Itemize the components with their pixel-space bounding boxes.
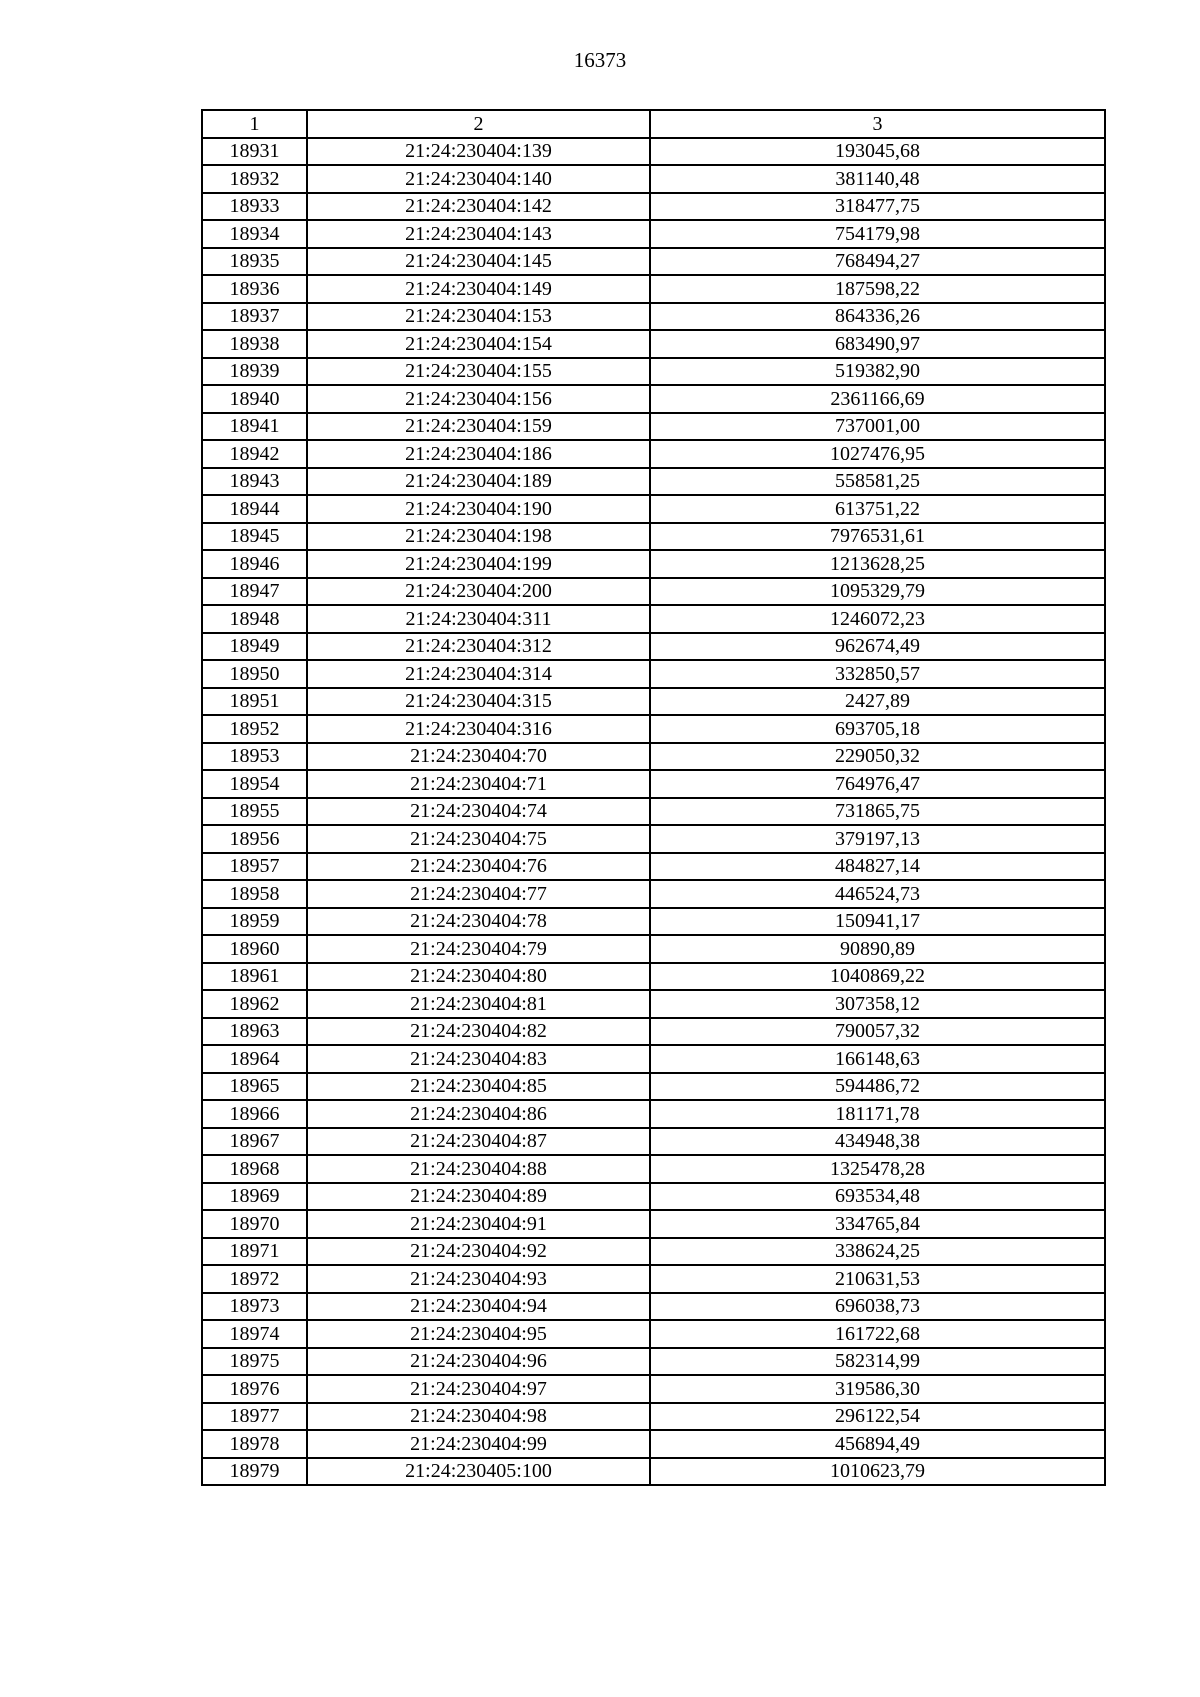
table-row bbox=[202, 193, 1105, 221]
table-cell: 2361166,69 bbox=[650, 385, 1105, 413]
table-cell: 2427,89 bbox=[650, 688, 1105, 716]
table-cell: 18971 bbox=[202, 1238, 307, 1266]
column-header: 2 bbox=[307, 110, 650, 138]
table-cell: 21:24:230404:315 bbox=[307, 688, 650, 716]
table-row bbox=[202, 1155, 1105, 1183]
table-cell: 150941,17 bbox=[650, 908, 1105, 936]
table-cell: 18945 bbox=[202, 523, 307, 551]
table-row bbox=[202, 1128, 1105, 1156]
table-cell: 21:24:230404:82 bbox=[307, 1018, 650, 1046]
table-cell: 731865,75 bbox=[650, 798, 1105, 826]
table-cell: 210631,53 bbox=[650, 1265, 1105, 1293]
table-cell: 18972 bbox=[202, 1265, 307, 1293]
table-cell: 18937 bbox=[202, 303, 307, 331]
table-cell: 21:24:230404:156 bbox=[307, 385, 650, 413]
table-cell: 21:24:230404:97 bbox=[307, 1375, 650, 1403]
table-cell: 18960 bbox=[202, 935, 307, 963]
table-cell: 558581,25 bbox=[650, 468, 1105, 496]
table-cell: 768494,27 bbox=[650, 248, 1105, 276]
table-cell: 318477,75 bbox=[650, 193, 1105, 221]
table-cell: 18931 bbox=[202, 138, 307, 166]
table-row bbox=[202, 1403, 1105, 1431]
table-row bbox=[202, 330, 1105, 358]
table-cell: 319586,30 bbox=[650, 1375, 1105, 1403]
column-header: 3 bbox=[650, 110, 1105, 138]
table-cell: 1325478,28 bbox=[650, 1155, 1105, 1183]
table-header-row bbox=[202, 110, 1105, 138]
table-row bbox=[202, 248, 1105, 276]
table-cell: 18977 bbox=[202, 1403, 307, 1431]
table-cell: 1213628,25 bbox=[650, 550, 1105, 578]
table-cell: 18974 bbox=[202, 1320, 307, 1348]
table-body bbox=[202, 138, 1105, 1486]
table-cell: 18969 bbox=[202, 1183, 307, 1211]
table-cell: 21:24:230404:79 bbox=[307, 935, 650, 963]
table-cell: 21:24:230404:75 bbox=[307, 825, 650, 853]
table-cell: 338624,25 bbox=[650, 1238, 1105, 1266]
table-cell: 1010623,79 bbox=[650, 1458, 1105, 1486]
table-cell: 21:24:230404:159 bbox=[307, 413, 650, 441]
table-cell: 18934 bbox=[202, 220, 307, 248]
table-cell: 434948,38 bbox=[650, 1128, 1105, 1156]
table-cell: 18936 bbox=[202, 275, 307, 303]
table-cell: 18954 bbox=[202, 770, 307, 798]
table-cell: 693705,18 bbox=[650, 715, 1105, 743]
table-cell: 18959 bbox=[202, 908, 307, 936]
column-header: 1 bbox=[202, 110, 307, 138]
table-cell: 21:24:230404:149 bbox=[307, 275, 650, 303]
table-row bbox=[202, 1238, 1105, 1266]
table-row bbox=[202, 440, 1105, 468]
table-cell: 18966 bbox=[202, 1100, 307, 1128]
table-cell: 21:24:230404:94 bbox=[307, 1293, 650, 1321]
table-cell: 21:24:230404:312 bbox=[307, 633, 650, 661]
table-cell: 381140,48 bbox=[650, 165, 1105, 193]
table-row bbox=[202, 275, 1105, 303]
table-cell: 18958 bbox=[202, 880, 307, 908]
table-cell: 21:24:230404:91 bbox=[307, 1210, 650, 1238]
table-row bbox=[202, 825, 1105, 853]
table-cell: 18965 bbox=[202, 1073, 307, 1101]
table-cell: 764976,47 bbox=[650, 770, 1105, 798]
table-row bbox=[202, 1100, 1105, 1128]
table-cell: 21:24:230404:314 bbox=[307, 660, 650, 688]
table-cell: 456894,49 bbox=[650, 1430, 1105, 1458]
table-row bbox=[202, 853, 1105, 881]
table-cell: 21:24:230404:142 bbox=[307, 193, 650, 221]
table-cell: 307358,12 bbox=[650, 990, 1105, 1018]
data-table bbox=[201, 109, 1106, 1486]
table-cell: 332850,57 bbox=[650, 660, 1105, 688]
table-cell: 21:24:230404:316 bbox=[307, 715, 650, 743]
table-cell: 18967 bbox=[202, 1128, 307, 1156]
table-cell: 683490,97 bbox=[650, 330, 1105, 358]
table-cell: 18979 bbox=[202, 1458, 307, 1486]
table-cell: 21:24:230404:186 bbox=[307, 440, 650, 468]
table-row bbox=[202, 660, 1105, 688]
table-cell: 693534,48 bbox=[650, 1183, 1105, 1211]
table-cell: 21:24:230404:76 bbox=[307, 853, 650, 881]
table-cell: 21:24:230404:88 bbox=[307, 1155, 650, 1183]
table-cell: 21:24:230404:78 bbox=[307, 908, 650, 936]
table-row bbox=[202, 578, 1105, 606]
table-cell: 21:24:230404:95 bbox=[307, 1320, 650, 1348]
table-row bbox=[202, 1210, 1105, 1238]
table-cell: 582314,99 bbox=[650, 1348, 1105, 1376]
table-row bbox=[202, 1348, 1105, 1376]
table-cell: 18942 bbox=[202, 440, 307, 468]
table-cell: 18946 bbox=[202, 550, 307, 578]
table-cell: 18944 bbox=[202, 495, 307, 523]
table-cell: 18978 bbox=[202, 1430, 307, 1458]
table-cell: 18952 bbox=[202, 715, 307, 743]
table-cell: 18973 bbox=[202, 1293, 307, 1321]
table-cell: 484827,14 bbox=[650, 853, 1105, 881]
table-row bbox=[202, 1293, 1105, 1321]
table-cell: 1040869,22 bbox=[650, 963, 1105, 991]
table-cell: 21:24:230404:92 bbox=[307, 1238, 650, 1266]
table-cell: 18948 bbox=[202, 605, 307, 633]
table-cell: 21:24:230404:81 bbox=[307, 990, 650, 1018]
table-cell: 18962 bbox=[202, 990, 307, 1018]
table-cell: 21:24:230404:99 bbox=[307, 1430, 650, 1458]
table-cell: 18932 bbox=[202, 165, 307, 193]
table-row bbox=[202, 165, 1105, 193]
table-row bbox=[202, 468, 1105, 496]
table-cell: 21:24:230404:74 bbox=[307, 798, 650, 826]
table-row bbox=[202, 1018, 1105, 1046]
table-row bbox=[202, 385, 1105, 413]
table-cell: 21:24:230404:154 bbox=[307, 330, 650, 358]
table-cell: 7976531,61 bbox=[650, 523, 1105, 551]
table-row bbox=[202, 303, 1105, 331]
table-row bbox=[202, 880, 1105, 908]
table-cell: 1027476,95 bbox=[650, 440, 1105, 468]
table-cell: 18956 bbox=[202, 825, 307, 853]
table-cell: 21:24:230404:80 bbox=[307, 963, 650, 991]
table-cell: 21:24:230404:96 bbox=[307, 1348, 650, 1376]
table-cell: 21:24:230404:70 bbox=[307, 743, 650, 771]
table-cell: 21:24:230404:98 bbox=[307, 1403, 650, 1431]
table-cell: 181171,78 bbox=[650, 1100, 1105, 1128]
table-row bbox=[202, 1073, 1105, 1101]
table-cell: 229050,32 bbox=[650, 743, 1105, 771]
table-row bbox=[202, 935, 1105, 963]
table-cell: 18941 bbox=[202, 413, 307, 441]
table-cell: 18951 bbox=[202, 688, 307, 716]
table-row bbox=[202, 688, 1105, 716]
table-row bbox=[202, 605, 1105, 633]
table-row bbox=[202, 633, 1105, 661]
table-row bbox=[202, 1320, 1105, 1348]
table-cell: 1095329,79 bbox=[650, 578, 1105, 606]
table-row bbox=[202, 1045, 1105, 1073]
table-cell: 754179,98 bbox=[650, 220, 1105, 248]
table-cell: 18943 bbox=[202, 468, 307, 496]
table-cell: 296122,54 bbox=[650, 1403, 1105, 1431]
table-row bbox=[202, 798, 1105, 826]
table-cell: 21:24:230404:71 bbox=[307, 770, 650, 798]
table-cell: 18940 bbox=[202, 385, 307, 413]
table-cell: 613751,22 bbox=[650, 495, 1105, 523]
table-row bbox=[202, 715, 1105, 743]
table-cell: 21:24:230404:199 bbox=[307, 550, 650, 578]
table-cell: 21:24:230404:77 bbox=[307, 880, 650, 908]
table-cell: 18975 bbox=[202, 1348, 307, 1376]
table-cell: 18933 bbox=[202, 193, 307, 221]
table-cell: 21:24:230404:189 bbox=[307, 468, 650, 496]
table-cell: 1246072,23 bbox=[650, 605, 1105, 633]
table-row bbox=[202, 770, 1105, 798]
table-cell: 21:24:230404:89 bbox=[307, 1183, 650, 1211]
table-cell: 21:24:230404:155 bbox=[307, 358, 650, 386]
table-cell: 21:24:230404:83 bbox=[307, 1045, 650, 1073]
table-cell: 21:24:230404:87 bbox=[307, 1128, 650, 1156]
table-row bbox=[202, 413, 1105, 441]
table-cell: 18957 bbox=[202, 853, 307, 881]
table-cell: 864336,26 bbox=[650, 303, 1105, 331]
table-cell: 21:24:230404:190 bbox=[307, 495, 650, 523]
table-cell: 21:24:230404:85 bbox=[307, 1073, 650, 1101]
table-cell: 21:24:230404:145 bbox=[307, 248, 650, 276]
table-cell: 18968 bbox=[202, 1155, 307, 1183]
table-row bbox=[202, 1265, 1105, 1293]
table-cell: 962674,49 bbox=[650, 633, 1105, 661]
table-row bbox=[202, 523, 1105, 551]
table-cell: 21:24:230404:153 bbox=[307, 303, 650, 331]
table-cell: 18964 bbox=[202, 1045, 307, 1073]
table-cell: 446524,73 bbox=[650, 880, 1105, 908]
table-row bbox=[202, 963, 1105, 991]
table-cell: 21:24:230405:100 bbox=[307, 1458, 650, 1486]
table-cell: 21:24:230404:198 bbox=[307, 523, 650, 551]
table-cell: 594486,72 bbox=[650, 1073, 1105, 1101]
table-cell: 187598,22 bbox=[650, 275, 1105, 303]
table-cell: 18947 bbox=[202, 578, 307, 606]
table-row bbox=[202, 1458, 1105, 1486]
table-cell: 18963 bbox=[202, 1018, 307, 1046]
table-cell: 166148,63 bbox=[650, 1045, 1105, 1073]
table-cell: 790057,32 bbox=[650, 1018, 1105, 1046]
table-row bbox=[202, 220, 1105, 248]
table-row bbox=[202, 550, 1105, 578]
table-cell: 696038,73 bbox=[650, 1293, 1105, 1321]
table-cell: 519382,90 bbox=[650, 358, 1105, 386]
table-cell: 18938 bbox=[202, 330, 307, 358]
table-cell: 334765,84 bbox=[650, 1210, 1105, 1238]
table-cell: 18950 bbox=[202, 660, 307, 688]
table-cell: 21:24:230404:93 bbox=[307, 1265, 650, 1293]
table-cell: 21:24:230404:200 bbox=[307, 578, 650, 606]
table-cell: 18939 bbox=[202, 358, 307, 386]
table-row bbox=[202, 1375, 1105, 1403]
table-cell: 21:24:230404:140 bbox=[307, 165, 650, 193]
table-cell: 90890,89 bbox=[650, 935, 1105, 963]
table-cell: 18955 bbox=[202, 798, 307, 826]
table-row bbox=[202, 358, 1105, 386]
table-row bbox=[202, 1430, 1105, 1458]
table-cell: 21:24:230404:143 bbox=[307, 220, 650, 248]
table-row bbox=[202, 908, 1105, 936]
table-cell: 21:24:230404:311 bbox=[307, 605, 650, 633]
table-cell: 18949 bbox=[202, 633, 307, 661]
table-row bbox=[202, 138, 1105, 166]
table-cell: 18961 bbox=[202, 963, 307, 991]
table-cell: 737001,00 bbox=[650, 413, 1105, 441]
table-cell: 21:24:230404:139 bbox=[307, 138, 650, 166]
table-cell: 18935 bbox=[202, 248, 307, 276]
table-cell: 18953 bbox=[202, 743, 307, 771]
table-row bbox=[202, 1183, 1105, 1211]
table-cell: 379197,13 bbox=[650, 825, 1105, 853]
table-cell: 21:24:230404:86 bbox=[307, 1100, 650, 1128]
table-cell: 161722,68 bbox=[650, 1320, 1105, 1348]
table-row bbox=[202, 743, 1105, 771]
page-number: 16373 bbox=[573, 48, 627, 72]
table-cell: 18976 bbox=[202, 1375, 307, 1403]
table-row bbox=[202, 495, 1105, 523]
table-row bbox=[202, 990, 1105, 1018]
table-cell: 193045,68 bbox=[650, 138, 1105, 166]
table-cell: 18970 bbox=[202, 1210, 307, 1238]
